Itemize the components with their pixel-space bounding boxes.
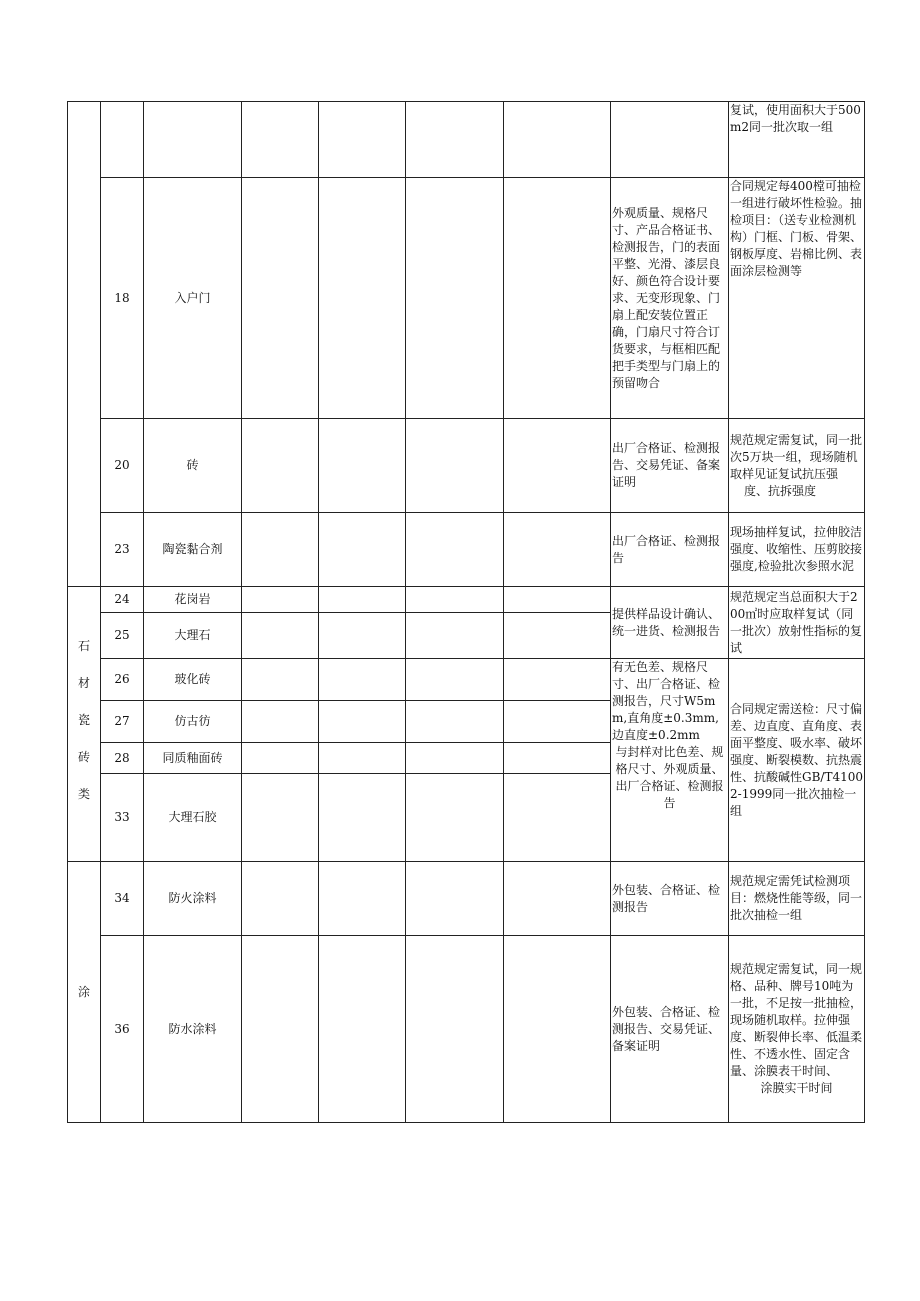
tile-requirements-text: 有无色差、规格尺寸、出厂合格证、检测报告，尺寸W5mm,直角度±0.3mm,边直度±0.2mm xyxy=(612,660,721,742)
category-char: 砖 xyxy=(77,749,90,764)
inspection-requirements: 外包装、合格证、检测报告、交易凭证、备案证明 xyxy=(611,936,729,1123)
inspection-requirements: 外包装、合格证、检测报告 xyxy=(611,862,729,936)
row-number: 25 xyxy=(101,613,144,659)
sampling-rule xyxy=(729,419,865,513)
sampling-rule: 规范规定需凭试检测项目：燃烧性能等级，同一批次抽检一组 xyxy=(729,862,865,936)
category-char: 石 xyxy=(77,638,90,653)
row-number: 28 xyxy=(101,743,144,774)
sampling-rule-tail: 度、抗拆强度 xyxy=(744,483,817,498)
table-row xyxy=(68,936,865,1123)
sampling-rule-tail: 涂膜实干时间 xyxy=(760,1081,833,1095)
row-number: 27 xyxy=(101,701,144,743)
material-name: 大理石 xyxy=(144,613,242,659)
category-coating xyxy=(68,862,101,1123)
material-name: 玻化砖 xyxy=(144,659,242,701)
category-char: 材 xyxy=(77,675,90,690)
inspection-table xyxy=(67,101,865,1123)
table-row xyxy=(68,513,865,587)
material-name: 大理石胶 xyxy=(144,774,242,862)
inspection-requirements: 出厂合格证、检测报告、交易凭证、备案证明 xyxy=(611,419,729,513)
material-name: 陶瓷黏合剂 xyxy=(144,513,242,587)
row-number: 33 xyxy=(101,774,144,862)
table-row xyxy=(68,659,865,701)
sampling-rule-text: 规范规定需复试，同一规格、品种、牌号10吨为一批，不足按一批抽检，现场随机取样。拉伸强度、断裂伸长率、低温柔性、不透水性、固定含量、涂膜表干时间、 xyxy=(730,962,863,1078)
row-number: 34 xyxy=(101,862,144,936)
inspection-requirements-tile xyxy=(611,659,729,862)
table-row xyxy=(68,419,865,513)
inspection-requirements: 外观质量、规格尺寸、产品合格证书、检测报告，门的表面平整、光滑、漆层良好、颜色符合设计要求、无变形现象、门扇上配安装位置正确，门扇尺寸符合订货要求，与框相匹配把手类型与门扇上的预留吻合 xyxy=(611,178,729,419)
category-char: 类 xyxy=(77,786,90,801)
inspection-requirements xyxy=(611,102,729,178)
row-number: 24 xyxy=(101,587,144,613)
row-number xyxy=(101,102,144,178)
material-name xyxy=(144,102,242,178)
sampling-rule: 合同规定每400樘可抽检一组进行破坏性检验。抽检项目：（送专业检测机构）门框、门板、骨架、钢板厚度、岩棉比例、表面涂层检测等 xyxy=(729,178,865,419)
table-row xyxy=(68,862,865,936)
material-name: 同质釉面砖 xyxy=(144,743,242,774)
row-number: 26 xyxy=(101,659,144,701)
tile-requirements-compare: 与封样对比色差、规格尺寸、外观质量、出厂合格证、检测报告 xyxy=(615,745,724,810)
row-number: 18 xyxy=(101,178,144,419)
table-row xyxy=(68,102,865,178)
sampling-rule xyxy=(729,936,865,1123)
material-name: 入户门 xyxy=(144,178,242,419)
sampling-rule: 现场抽样复试，拉伸胶洁强度、收缩性、压剪胶接强度,检验批次参照水泥 xyxy=(729,513,865,587)
category-char: 涂 xyxy=(77,984,90,999)
row-number: 36 xyxy=(101,936,144,1123)
row-number: 20 xyxy=(101,419,144,513)
category-char: 瓷 xyxy=(77,712,90,727)
category-cell-previous xyxy=(68,102,101,587)
sampling-rule-stone: 规范规定当总面积大于200㎡时应取样复试（同一批次）放射性指标的复试 xyxy=(729,587,865,659)
category-stone-tile xyxy=(68,587,101,862)
table-row xyxy=(68,178,865,419)
material-name: 仿古彷 xyxy=(144,701,242,743)
material-name: 砖 xyxy=(144,419,242,513)
sampling-rule-tile: 合同规定需送检：尺寸偏差、边直度、直角度、表面平整度、吸水率、破坏强度、断裂模数、抗热震性、抗酸碱性GB/T41002-1999同一批次抽检一组 xyxy=(729,659,865,862)
table-row xyxy=(68,587,865,613)
inspection-requirements: 出厂合格证、检测报告 xyxy=(611,513,729,587)
row-number: 23 xyxy=(101,513,144,587)
material-name: 防水涂料 xyxy=(144,936,242,1123)
material-name: 花岗岩 xyxy=(144,587,242,613)
inspection-requirements-stone: 提供样品设计确认、统一进货、检测报告 xyxy=(611,587,729,659)
sampling-rule-text: 规范规定需复试，同一批次5万块一组，现场随机取样见证复试抗压强 xyxy=(730,432,863,481)
material-name: 防火涂料 xyxy=(144,862,242,936)
sampling-rule: 复试，使用面积大于500m2同一批次取一组 xyxy=(729,102,865,178)
